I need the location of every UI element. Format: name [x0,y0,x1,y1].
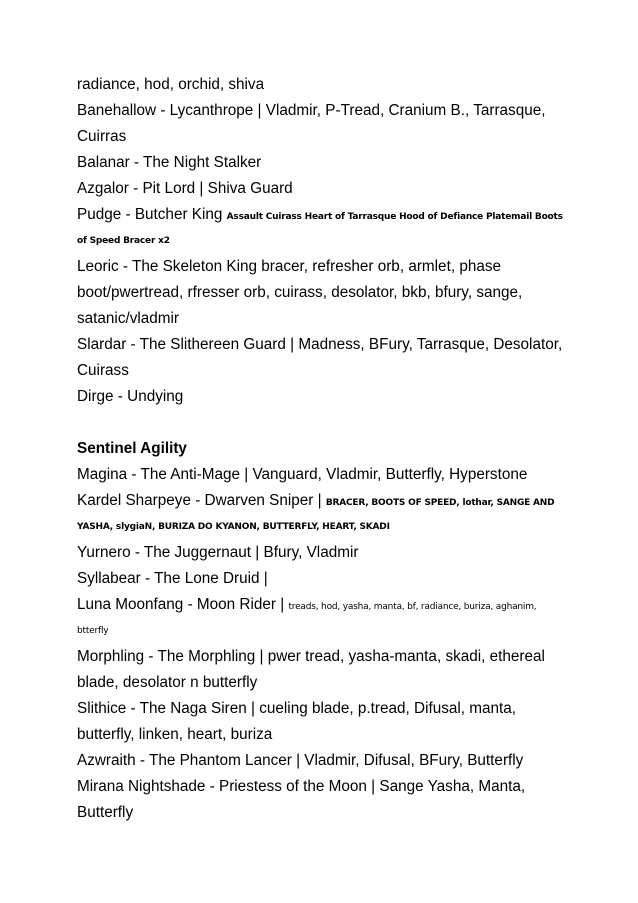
text-line: Slithice - The Naga Siren | cueling blade, p.tread, Difusal, manta, [77,700,517,717]
text-line: Azgalor - Pit Lord | Shiva Guard [77,180,293,197]
text-line: radiance, hod, orchid, shiva [77,76,265,93]
text-line: Magina - The Anti-Mage | Vanguard, Vladmir, Butterfly, Hyperstone [77,466,528,483]
text-line-small: of Speed Bracer x2 [77,236,170,246]
item-list-small: Assault Cuirass Heart of Tarrasque Hood of Defiance Platemail Boots [226,212,563,222]
text-line: Morphling - The Morphling | pwer tread, yasha-manta, skadi, ethereal [77,648,545,665]
text-line: Mirana Nightshade - Priestess of the Moon | Sange Yasha, Manta, [77,778,526,795]
section-heading: Sentinel Agility [77,440,187,457]
paragraph-gap [77,410,577,436]
text-line: Cuirras [77,128,127,145]
text-line: Balanar - The Night Stalker [77,154,262,171]
text-line: satanic/vladmir [77,310,180,327]
hero-name: Kardel Sharpeye - Dwarven Sniper | [77,492,326,509]
item-list-small: BRACER, BOOTS OF SPEED, lothar, SANGE AND [325,498,555,508]
text-line: boot/pwertread, rfresser orb, cuirass, desolator, bkb, bfury, sange, [77,284,523,301]
text-line: Butterfly [77,804,134,821]
text-line: blade, desolator n butterfly [77,674,258,691]
text-line [77,592,577,618]
document-page [77,72,577,826]
text-line: Azwraith - The Phantom Lancer | Vladmir, Difusal, BFury, Butterfly [77,752,524,769]
text-line: Banehallow - Lycanthrope | Vladmir, P-Tread, Cranium B., Tarrasque, [77,102,546,119]
text-line: Leoric - The Skeleton King bracer, refresher orb, armlet, phase [77,258,501,275]
text-line: Dirge - Undying [77,388,184,405]
text-line: Cuirass [77,362,129,379]
hero-name: Pudge - Butcher King [77,206,227,223]
text-line [77,488,577,514]
text-line-small: btterfly [77,626,109,636]
text-line-small: YASHA, slygiaN, BURIZA DO KYANON, BUTTERFLY, HEART, SKADI [77,522,390,532]
text-line [77,202,577,228]
text-line: Yurnero - The Juggernaut | Bfury, Vladmir [77,544,359,561]
hero-name: Luna Moonfang - Moon Rider | [77,596,289,613]
text-line: Syllabear - The Lone Druid | [77,570,268,587]
text-line: butterfly, linken, heart, buriza [77,726,273,743]
text-line: Slardar - The Slithereen Guard | Madness, BFury, Tarrasque, Desolator, [77,336,563,353]
item-list-small: treads, hod, yasha, manta, bf, radiance, buriza, aghanim, [288,602,537,612]
